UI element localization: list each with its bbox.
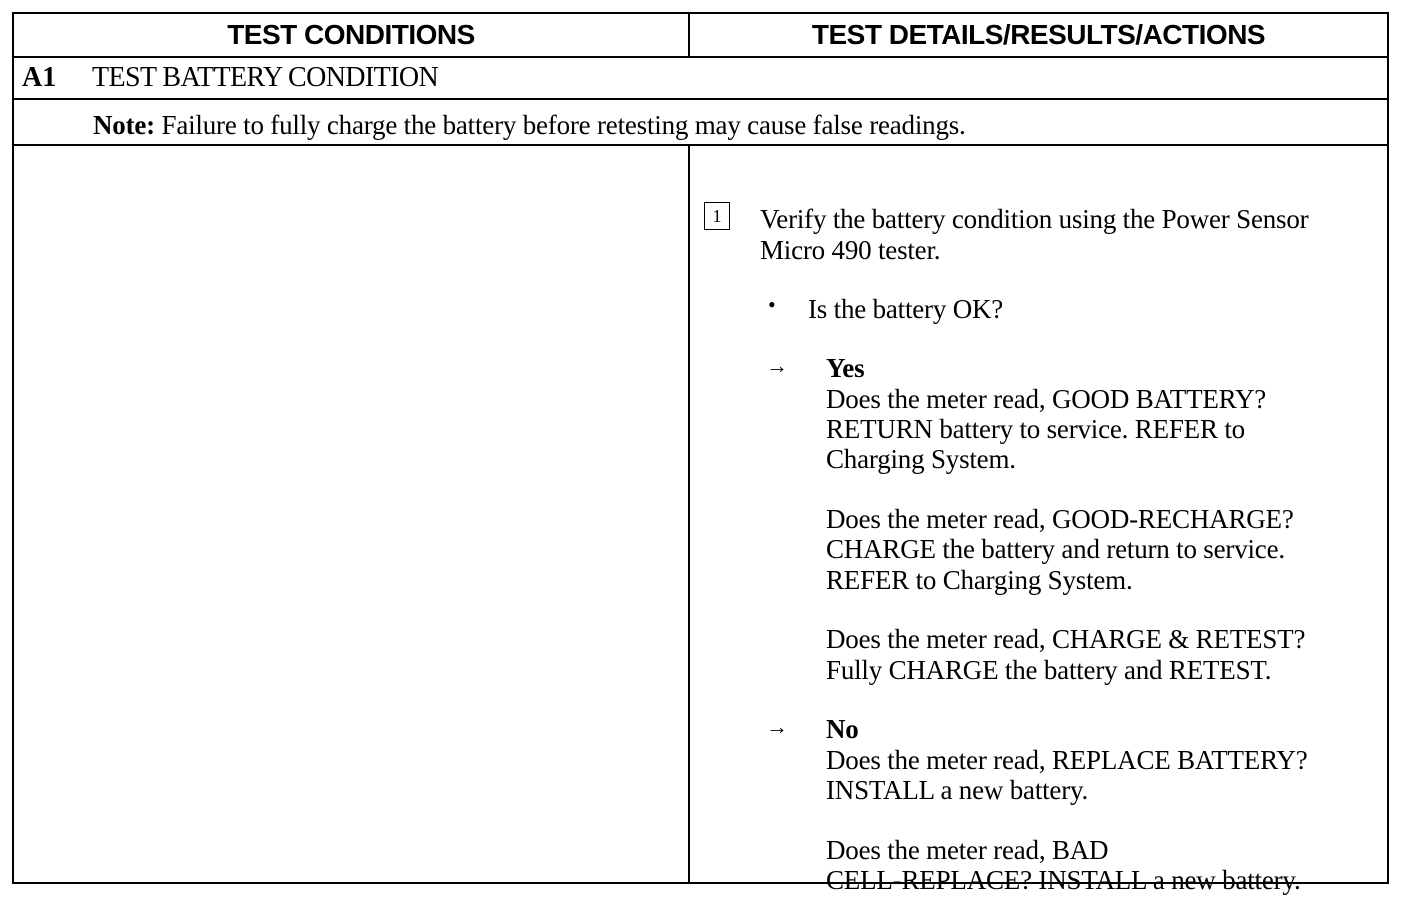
table-header — [14, 14, 1387, 58]
yes-block2-line2: CHARGE the battery and return to service. — [826, 534, 1285, 564]
step-title: TEST BATTERY CONDITION — [92, 62, 439, 93]
yes-block2-line3: REFER to Charging System. — [826, 565, 1133, 595]
step-row — [14, 58, 1387, 100]
details-cell — [690, 146, 1387, 895]
no-block1-line2: INSTALL a new battery. — [826, 775, 1089, 805]
yes-block3-line1: Does the meter read, CHARGE & RETEST? — [826, 624, 1306, 654]
step-number-box: 1 — [704, 202, 730, 230]
yes-block2-line1: Does the meter read, GOOD-RECHARGE? — [826, 504, 1294, 534]
note-row — [14, 100, 1387, 146]
step-code: A1 — [22, 62, 57, 93]
no-block1-line1: Does the meter read, REPLACE BATTERY? — [826, 745, 1308, 775]
arrow-right-icon: → — [766, 714, 788, 739]
yes-block1-line3: Charging System. — [826, 444, 1016, 474]
bullet-icon: • — [768, 292, 776, 317]
arrow-right-icon: → — [766, 353, 788, 378]
header-test-details: TEST DETAILS/RESULTS/ACTIONS — [811, 19, 1266, 50]
note-text: Failure to fully charge the battery before retesting may cause false readings. — [161, 110, 966, 140]
no-block2-line2: CELL-REPLACE? INSTALL a new battery. — [826, 865, 1301, 895]
yes-label: Yes — [826, 353, 865, 383]
note — [93, 110, 966, 141]
no-block2-line1: Does the meter read, BAD — [826, 835, 1109, 865]
header-test-conditions: TEST CONDITIONS — [14, 14, 690, 56]
test-table — [12, 12, 1389, 895]
question: Is the battery OK? — [808, 294, 1004, 324]
no-label: No — [826, 714, 859, 744]
instruction-line-1: Verify the battery condition using the Power Sensor — [760, 204, 1309, 234]
note-label: Note: — [93, 110, 155, 140]
instruction-line-2: Micro 490 tester. — [760, 235, 941, 265]
yes-block3-line2: Fully CHARGE the battery and RETEST. — [826, 655, 1272, 685]
yes-block1-line2: RETURN battery to service. REFER to — [826, 414, 1245, 444]
yes-block1-line1: Does the meter read, GOOD BATTERY? — [826, 384, 1267, 414]
